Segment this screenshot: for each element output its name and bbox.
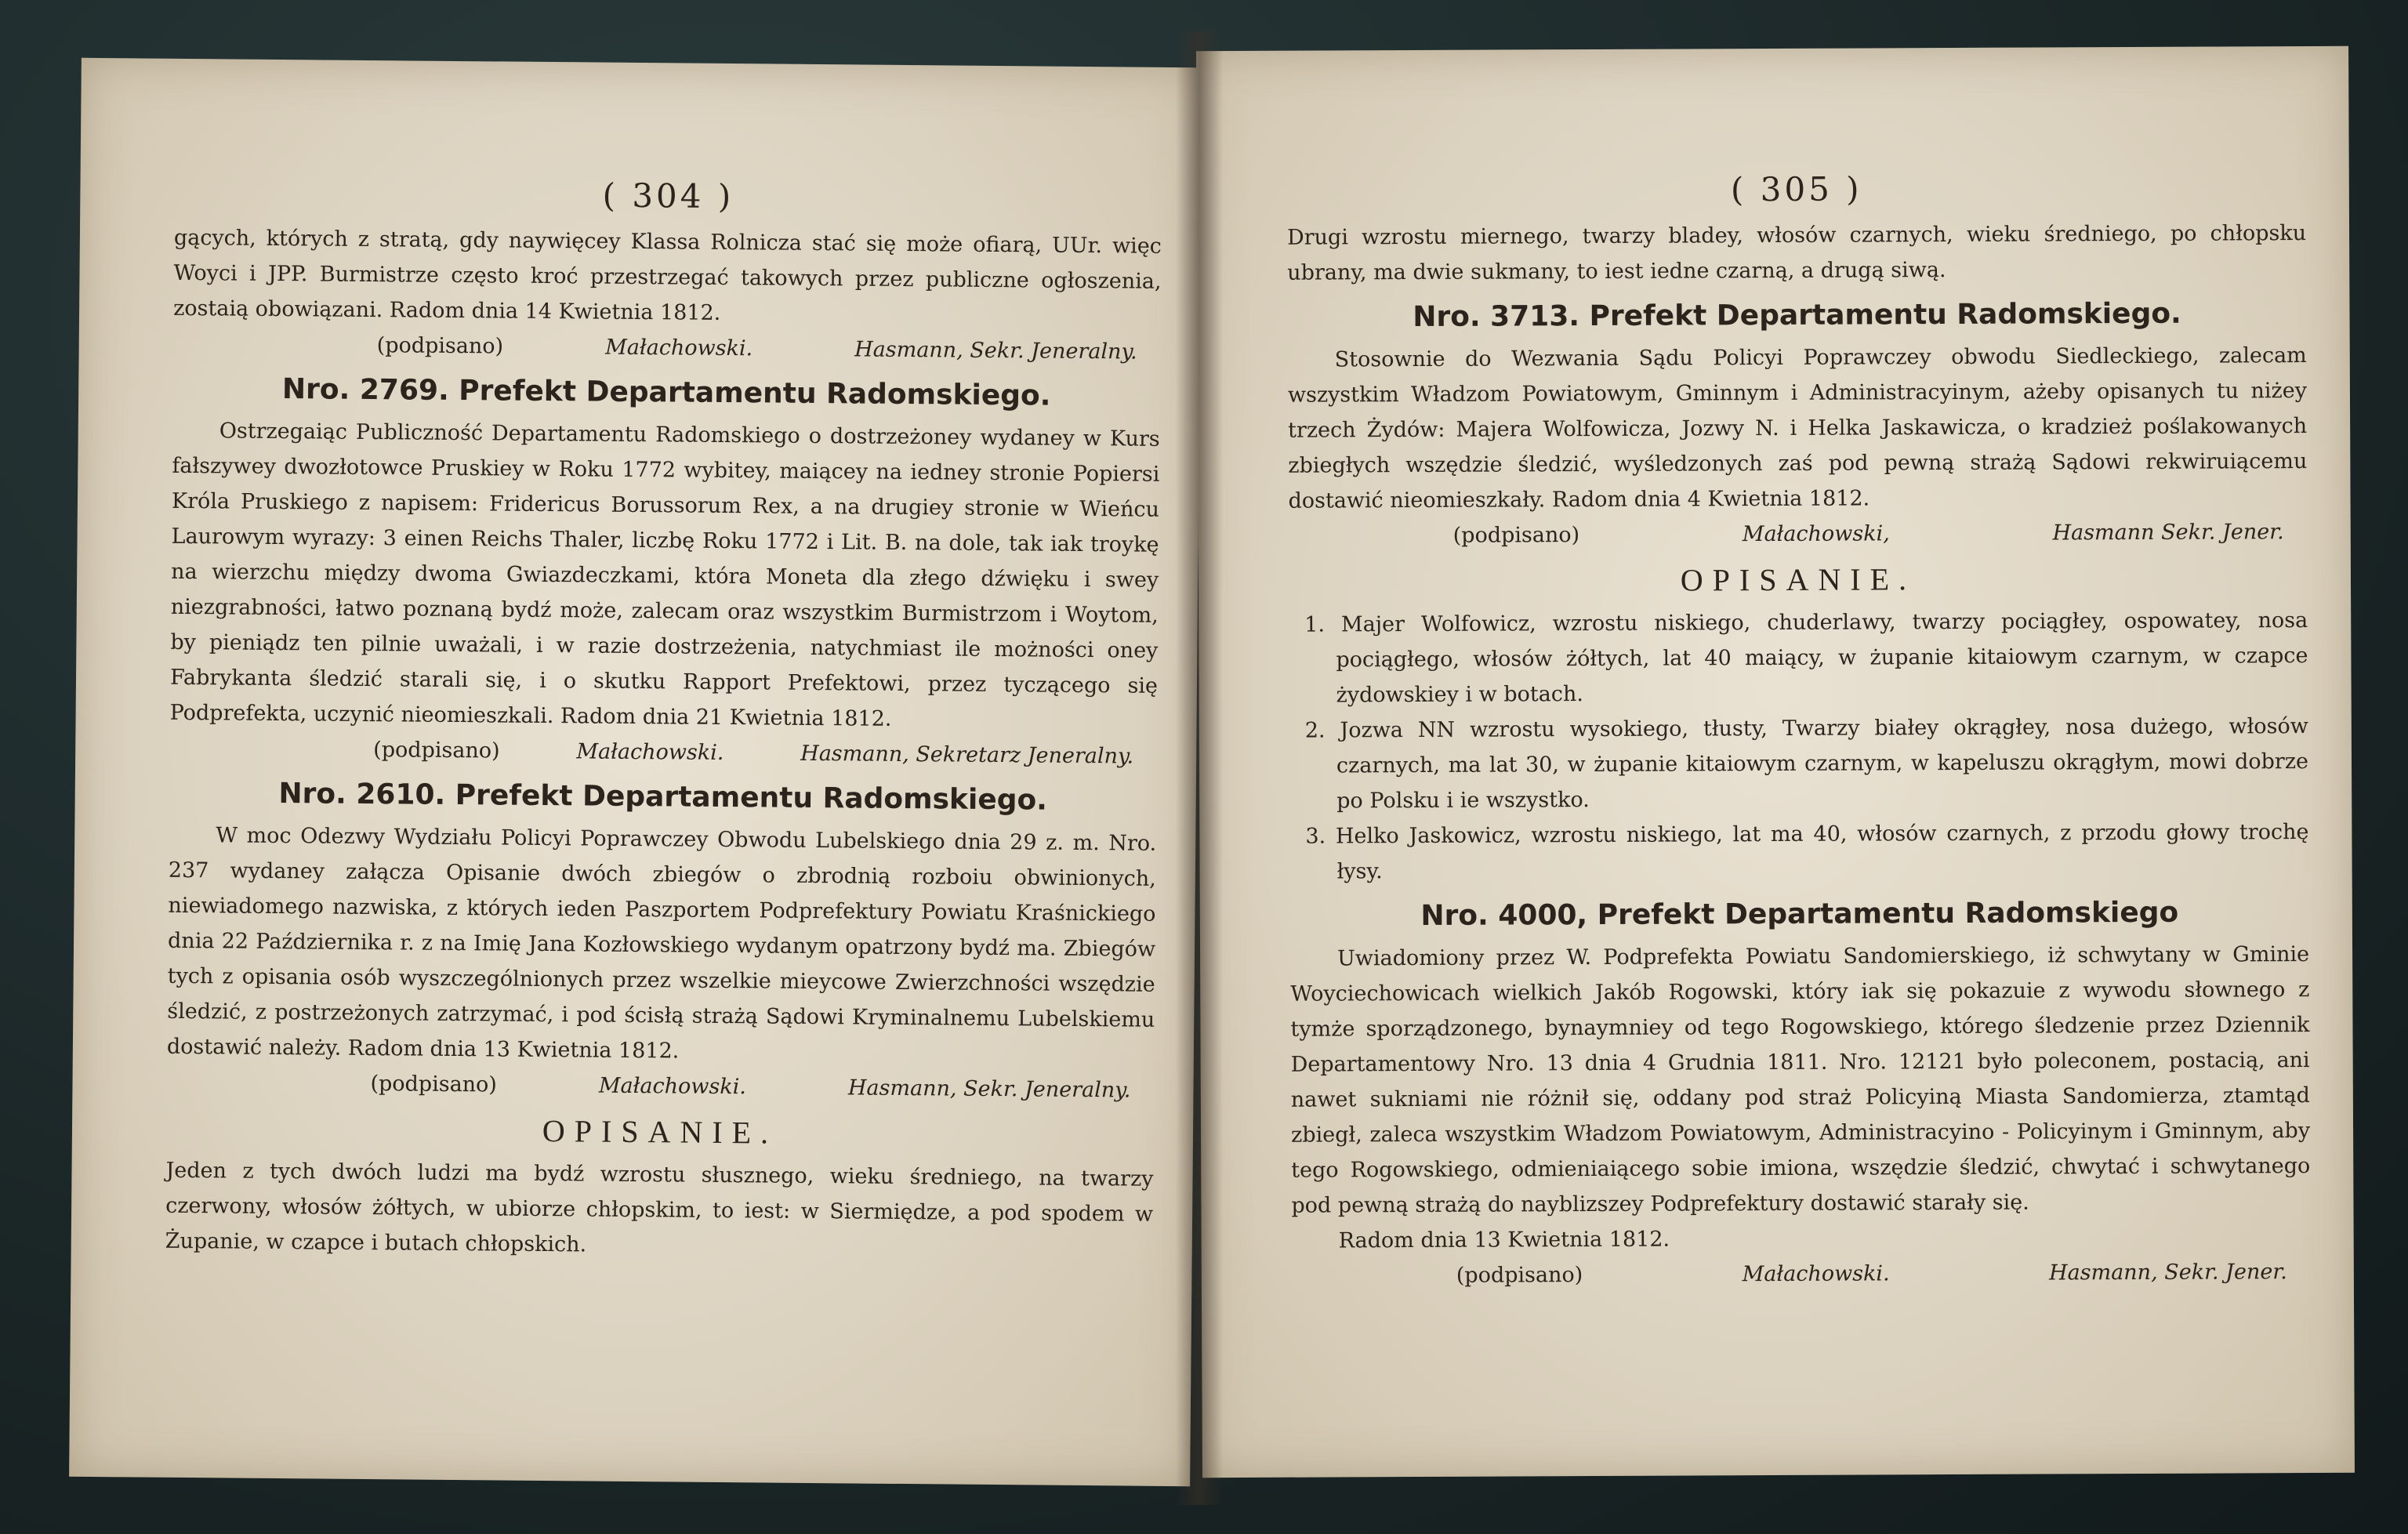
section-heading: Nro. 3713. Prefekt Departamentu Radomskiego. — [1413, 297, 2181, 334]
paragraph: Ostrzegaiąc Publiczność Departamentu Radomskiego o dostrzeżoney wydaney w Kurs fałszywey dwozłotowce Pruskiey w Roku 1772 wybitey, maiącey na iedney stronie Popiersi Króla Pruskiego z napisem: Fridericus Borussorum Rex, a na drugiey stronie w Wieńcu Laurowym wyrazy: 3 einen Reichs Thaler, liczbę Roku 1772 i Lit. B. na dole, tak iak troykę na wierzchu między dwoma Gwiazdeczkami, która Moneta dla złego dźwięku i swey niezgrabności, łatwo poznaną bydź może, zalecam oraz wszystkim Burmistrzom i Woytom, by pieniądz ten pilnie uważali, i w razie dostrzeżenia, natychmiast ile możności oney Fabrykanta śledzić starali się, i o skutku Rapport Prefektowi, przez tyczącego się Podprefekta, uczynić nieomieszkali. Radom dnia 21 Kwietnia 1812. — [169, 419, 1160, 731]
secretary-name: Hasmann Sekr. Jener. — [2052, 520, 2284, 546]
paragraph: gących, których z stratą, gdy naywięcey Klassa Rolnicza stać się może ofiarą, UUr. więc Woyci i JPP. Burmistrze często kroć przestrzegać takowych przez publiczne ogłoszenia, zostaią obowiązani. Radom dnia 14 Kwietnia 1812. — [173, 225, 1162, 325]
paragraph: W moc Odezwy Wydziału Policyi Poprawczey Obwodu Lubelskiego dnia 29 z. m. Nro. 237 wydaney załącza Opisanie dwóch zbiegów o zbrodnią rozboiu obwinionych, niewiadomego nazwiska, z których ieden Paszportem Podprefektury Powiatu Kraśnickiego dnia 22 Października r. z na Imię Jana Kozłowskiego wydanym opatrzony bydź ma. Zbiegów tych z opisania osób wyszczególnionych przez wszelkie mieycowe Zwierzchności wszędzie śledzić, z postrzeżonych zatrzymać, i pod ścisłą strażą Sądowi Kryminalnemu Lubelskiemu dostawić należy. Radom dnia 13 Kwietnia 1812. — [166, 823, 1157, 1064]
signed-label: (podpisano) — [1456, 1263, 1583, 1288]
date-line: Radom dnia 13 Kwietnia 1812. — [1338, 1227, 1670, 1253]
paragraph: Uwiadomiony przez W. Podprefekta Powiatu Sandomierskiego, iż schwytany w Gminie Woyciechowicach wielkich Jakób Rogowski, który iak się pokazuie z wywodu słownego z tymże sporządzonego, bynaymniey od tego Rogowskiego, którego śledzenie przez Dziennik Departamentowy Nro. 13 dnia 4 Grudnia 1811. Nro. 12121 było poleconem, postacią, ani nawet sukniami nie różnił się, oddany pod straż Policyiną Miasta Sandomierza, ztamtąd zbiegł, zaleca wszystkim Władzom Powiatowym, Administracyino - Policyinym i Gminnym, aby tego Rogowskiego, odmieniaiącego sobie imiona, wszędzie śledzić, chwytać i schwytanego pod pewną strażą do nayblizszey Podprefektury dostawić starały się. — [1290, 942, 2311, 1218]
page-number: ( 304 ) — [602, 176, 734, 216]
secretary-name: Hasmann, Sekr. Jeneralny. — [854, 337, 1137, 364]
signature-line — [173, 326, 1161, 370]
paragraph: Drugi wzrostu miernego, twarzy bladey, włosów czarnych, wieku średniego, po chłopsku ubrany, ma dwie sukmany, to iest iedne czarną, a drugą siwą. — [1287, 221, 2307, 285]
secretary-name: Hasmann, Sekr. Jener. — [2048, 1260, 2287, 1286]
signature-line — [166, 1064, 1154, 1108]
section-heading: Nro. 4000, Prefekt Departamentu Radomskiego — [1420, 896, 2179, 932]
signer-name: Małachowski. — [598, 1073, 747, 1100]
signed-label: (podpisano) — [373, 738, 500, 763]
right-page — [1196, 46, 2355, 1478]
signature-line — [169, 731, 1157, 774]
secretary-name: Hasmann, Sekretarz Jeneralny. — [800, 741, 1134, 769]
section-heading: Nro. 2610. Prefekt Departamentu Radomskiego. — [278, 778, 1048, 817]
description-heading: OPISANIE. — [542, 1112, 778, 1151]
signature-line — [1289, 514, 2308, 554]
paragraph: Jeden z tych dwóch ludzi ma bydź wzrostu słusznego, wieku średniego, na twarzy czerwony, włosów żółtych, w ubiorze chłopskim, to iest: w Siermiędze, a pod spodem w Żupanie, w czapce i butach chłopskich. — [165, 1158, 1154, 1257]
book-gutter — [1176, 31, 1223, 1505]
signer-name: Małachowski. — [1742, 1261, 1890, 1287]
signer-name: Małachowski. — [576, 739, 724, 765]
secretary-name: Hasmann, Sekr. Jeneralny. — [847, 1075, 1131, 1103]
left-text-column — [165, 169, 1162, 1267]
right-text-column — [1287, 164, 2311, 1294]
signed-label: (podpisano) — [370, 1072, 498, 1097]
section-heading: Nro. 2769. Prefekt Departamentu Radomskiego. — [281, 373, 1051, 412]
paragraph: Stosownie do Wezwania Sądu Policyi Poprawczey obwodu Siedleckiego, zalecam wszystkim Władzom Powiatowym, Gminnym i Administracyinym, ażeby opisanych tu niżey trzech Żydów: Majera Wolfowicza, Jozwy N. i Helka Jaskawicza, o kradzież poślakowanych zbiegłych wszędzie śledzić, wyśledzonych zaś pod pewną strażą Sądowi rekwiruiącemu dostawić nieomieszkały. Radom dnia 4 Kwietnia 1812. — [1287, 343, 2308, 513]
list-item: 2. Jozwa NN wzrostu wysokiego, tłusty, Twarzy białey okrągłey, nosa dużego, włosów czarnych, ma lat 30, w żupanie kitaiowym czarnym, w kapeluszu okrągłym, mowi dobrze po Polsku i ie wszystko. — [1304, 714, 2309, 814]
signature-line — [1292, 1254, 2311, 1294]
list-item: 1. Majer Wolfowicz, wzrostu niskiego, chuderlawy, twarzy pociągłey, ospowatey, nosa pociągłego, włosów żółtych, lat 40 maiący, w żupanie kitaiowym czarnym, w czapce żydowskiey i w botach. — [1304, 608, 2308, 708]
list-item: 3. Helko Jaskowicz, wzrostu niskiego, lat ma 40, włosów czarnych, z przodu głowy trochę łysy. — [1305, 820, 2309, 884]
page-number: ( 305 ) — [1730, 169, 1862, 209]
description-heading: OPISANIE. — [1680, 561, 1917, 598]
signer-name: Małachowski, — [1742, 521, 1890, 547]
signer-name: Małachowski. — [605, 335, 753, 361]
signed-label: (podpisano) — [376, 333, 504, 359]
signed-label: (podpisano) — [1452, 523, 1580, 548]
left-page — [69, 58, 1202, 1486]
